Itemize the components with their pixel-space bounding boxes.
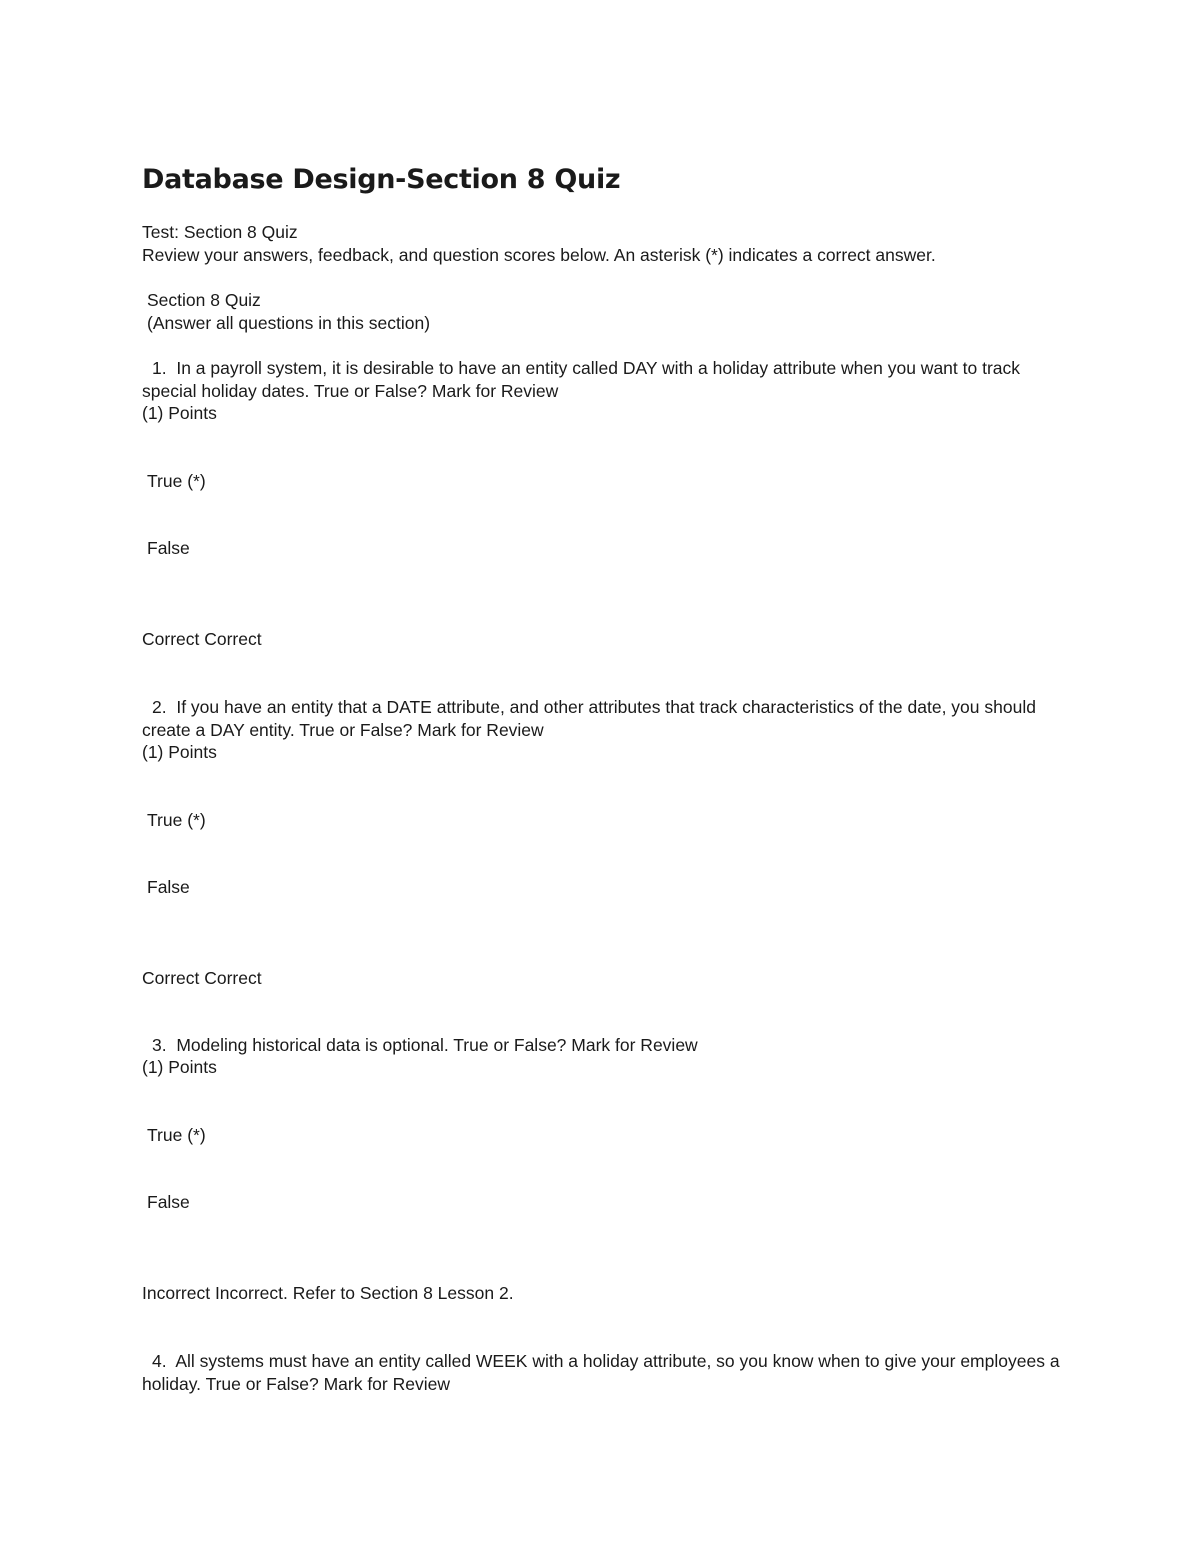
question-number: 4. xyxy=(152,1351,167,1371)
answer-feedback: Correct Correct xyxy=(142,629,262,649)
question-number: 2. xyxy=(152,697,167,717)
answer-option-true: True (*) xyxy=(147,810,206,830)
document-title: Database Design-Section 8 Quiz xyxy=(142,164,621,195)
question-prompt: All systems must have an entity called WEEK with a holiday attribute, so you know when to give your employees a holiday. True or False? Mark for Review xyxy=(142,1351,1060,1394)
section-instruction: (Answer all questions in this section) xyxy=(147,313,431,333)
question-text xyxy=(142,1350,1072,1395)
question-points: (1) Points xyxy=(142,742,217,762)
question-number: 3. xyxy=(152,1035,167,1055)
answer-option-false: False xyxy=(147,538,190,558)
answer-option-true: True (*) xyxy=(147,1125,206,1145)
answer-feedback: Incorrect Incorrect. Refer to Section 8 Lesson 2. xyxy=(142,1283,514,1303)
question-points: (1) Points xyxy=(142,1057,217,1077)
answer-option-false: False xyxy=(147,877,190,897)
question-points: (1) Points xyxy=(142,403,217,423)
question-text xyxy=(142,696,1072,741)
question-text xyxy=(142,357,1072,402)
review-instructions: Review your answers, feedback, and question scores below. An asterisk (*) indicates a correct answer. xyxy=(142,245,936,265)
question-prompt: If you have an entity that a DATE attribute, and other attributes that track characteristics of the date, you should create a DAY entity. True or False? Mark for Review xyxy=(142,697,1036,740)
answer-option-false: False xyxy=(147,1192,190,1212)
test-line: Test: Section 8 Quiz xyxy=(142,222,298,242)
section-title: Section 8 Quiz xyxy=(147,290,261,310)
question-prompt: Modeling historical data is optional. True or False? Mark for Review xyxy=(176,1035,698,1055)
answer-feedback: Correct Correct xyxy=(142,968,262,988)
answer-option-true: True (*) xyxy=(147,471,206,491)
question-prompt: In a payroll system, it is desirable to have an entity called DAY with a holiday attribute when you want to track special holiday dates. True or False? Mark for Review xyxy=(142,358,1021,401)
question-number: 1. xyxy=(152,358,167,378)
question-text xyxy=(142,1034,1072,1057)
